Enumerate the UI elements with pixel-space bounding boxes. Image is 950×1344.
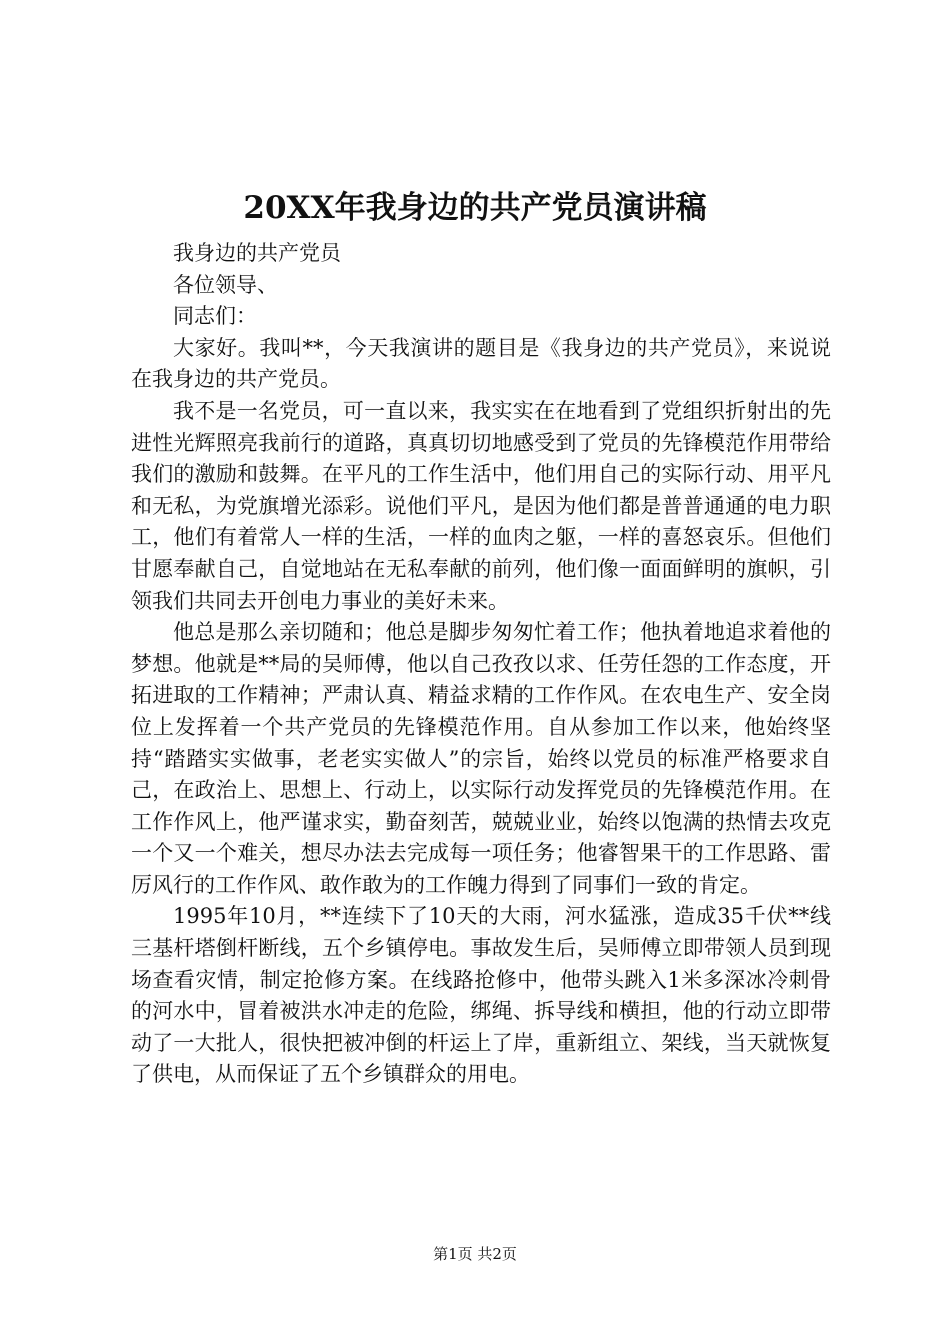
paragraph-body-3: 1995年10月，**连续下了10天的大雨，河水猛涨，造成35千伏**线三基杆塔倒杆断线，五个乡镇停电。事故发生后，吴师傅立即带领人员到现场查看灾情，制定抢修方案。在线路抢修中，他带头跳入1米多深冰冷刺骨的河水中，冒着被洪水冲走的危险，绑绳、拆导线和横担，他的行动立即带动了一大批人，很快把被冲倒的杆运上了岸，重新组立、架线，当天就恢复了供电，从而保证了五个乡镇群众的用电。 [131, 904, 831, 1087]
document-body [131, 238, 831, 1091]
paragraph-body-2: 他总是那么亲切随和；他总是脚步匆匆忙着工作；他执着地追求着他的梦想。他就是**局的吴师傅，他以自己孜孜以求、任劳任怨的工作态度，开拓进取的工作精神；严肃认真、精益求精的工作作风。在农电生产、安全岗位上发挥着一个共产党员的先锋模范作用。自从参加工作以来，他始终坚持“踏踏实实做事，老老实实做人”的宗旨，始终以党员的标准严格要求自己，在政治上、思想上、行动上，以实际行动发挥党员的先锋模范作用。在工作作风上，他严谨求实，勤奋刻苦，兢兢业业，始终以饱满的热情去攻克一个又一个难关，想尽办法去完成每一项任务；他睿智果干的工作思路、雷厉风行的工作作风、敢作敢为的工作魄力得到了同事们一致的肯定。 [131, 620, 831, 897]
paragraph-greeting: 大家好。我叫**，今天我演讲的题目是《我身边的共产党员》，来说说在我身边的共产党员。 [131, 335, 831, 392]
document-title: 20XX年我身边的共产党员演讲稿 [243, 190, 707, 226]
paragraph-salutation-1: 各位领导、 [173, 272, 278, 297]
paragraph-heading: 我身边的共产党员 [173, 241, 341, 265]
page-footer: 第1页 共2页 [433, 1245, 517, 1263]
paragraph-body-1: 我不是一名党员，可一直以来，我实实在在地看到了党组织折射出的先进性光辉照亮我前行的道路，真真切切地感受到了党员的先锋模范作用带给我们的激励和鼓舞。在平凡的工作生活中，他们用自己的实际行动、用平凡和无私，为党旗增光添彩。说他们平凡，是因为他们都是普普通通的电力职工，他们有着常人一样的生活，一样的血肉之躯，一样的喜怒哀乐。但他们甘愿奉献自己，自觉地站在无私奉献的前列，他们像一面面鲜明的旗帜，引领我们共同去开创电力事业的美好未来。 [131, 398, 831, 613]
paragraph-salutation-2: 同志们： [173, 304, 257, 329]
